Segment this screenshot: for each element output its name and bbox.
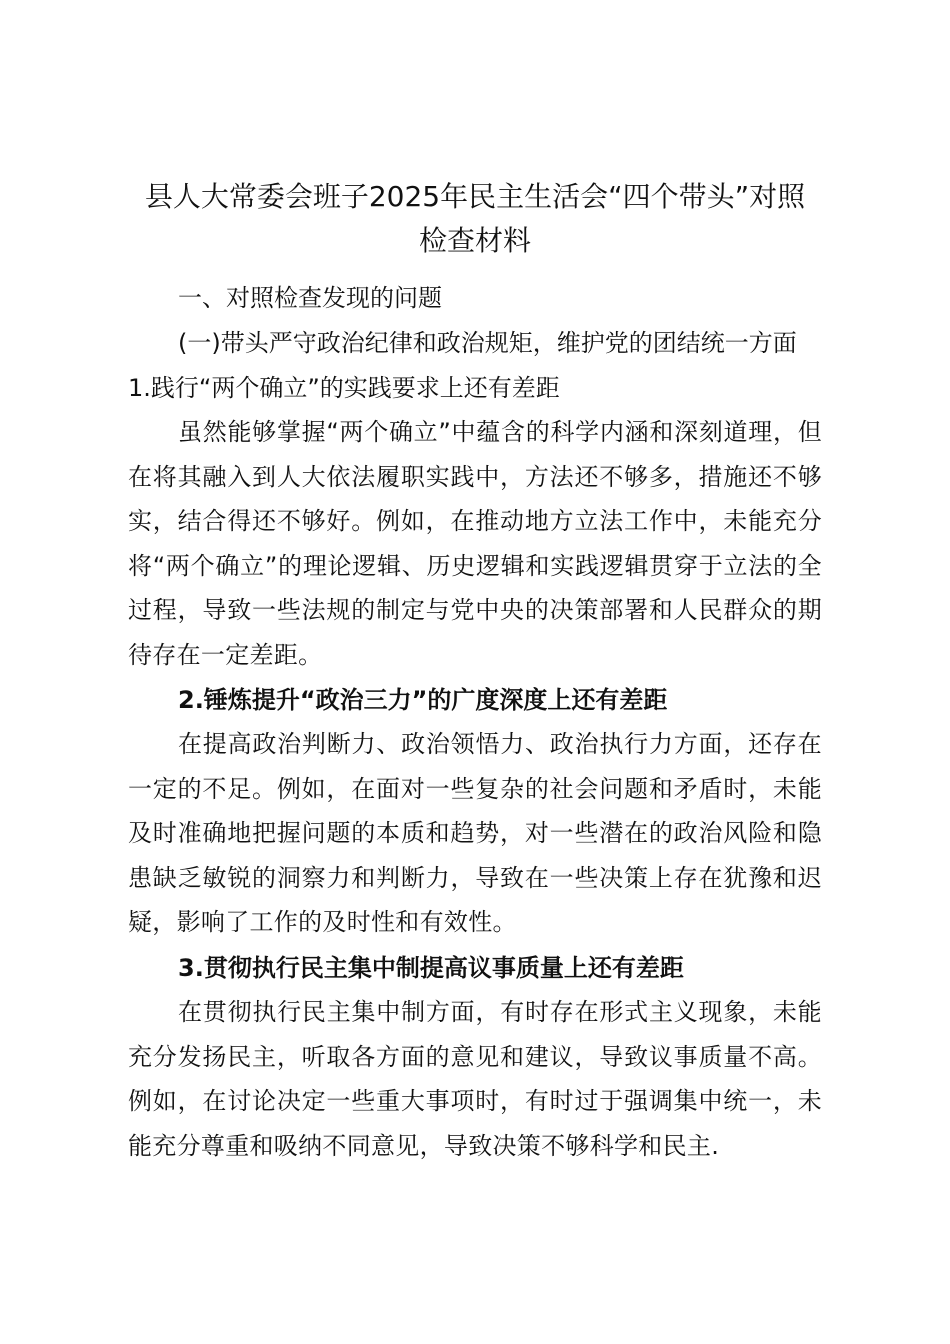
item-2-heading: 2.锤炼提升“政治三力”的广度深度上还有差距 <box>178 686 668 714</box>
title-line-2: 检查材料 <box>418 224 531 257</box>
item-3-body: 在贯彻执行民主集中制方面，有时存在形式主义现象，未能充分发扬民主，听取各方面的意见和建议，导致议事质量不高。例如，在讨论决定一些重大事项时，有时过于强调集中统一，未能充分尊重和吸纳不同意见，导致决策不够科学和民主. <box>128 998 822 1160</box>
subsection-heading: (一)带头严守政治纪律和政治规矩，维护党的团结统一方面 <box>178 329 797 357</box>
document-title <box>118 175 832 263</box>
item-2-body: 在提高政治判断力、政治领悟力、政治执行力方面，还存在一定的不足。例如，在面对一些复杂的社会问题和矛盾时，未能及时准确地把握问题的本质和趋势，对一些潜在的政治风险和隐患缺乏敏锐的洞察力和判断力，导致在一些决策上存在犹豫和迟疑，影响了工作的及时性和有效性。 <box>128 730 822 937</box>
item-1-heading: 1.践行“两个确立”的实践要求上还有差距 <box>128 374 560 402</box>
item-1-body: 虽然能够掌握“两个确立”中蕴含的科学内涵和深刻道理，但在将其融入到人大依法履职实践中，方法还不够多，措施还不够实，结合得还不够好。例如，在推动地方立法工作中，未能充分将“两个确立”的理论逻辑、历史逻辑和实践逻辑贯穿于立法的全过程，导致一些法规的制定与党中央的决策部署和人民群众的期待存在一定差距。 <box>128 418 822 669</box>
item-3-heading: 3.贯彻执行民主集中制提高议事质量上还有差距 <box>178 954 684 982</box>
title-line-1: 县人大常委会班子2025年民主生活会“四个带头”对照 <box>144 180 806 213</box>
section-heading: 一、对照检查发现的问题 <box>178 284 442 312</box>
